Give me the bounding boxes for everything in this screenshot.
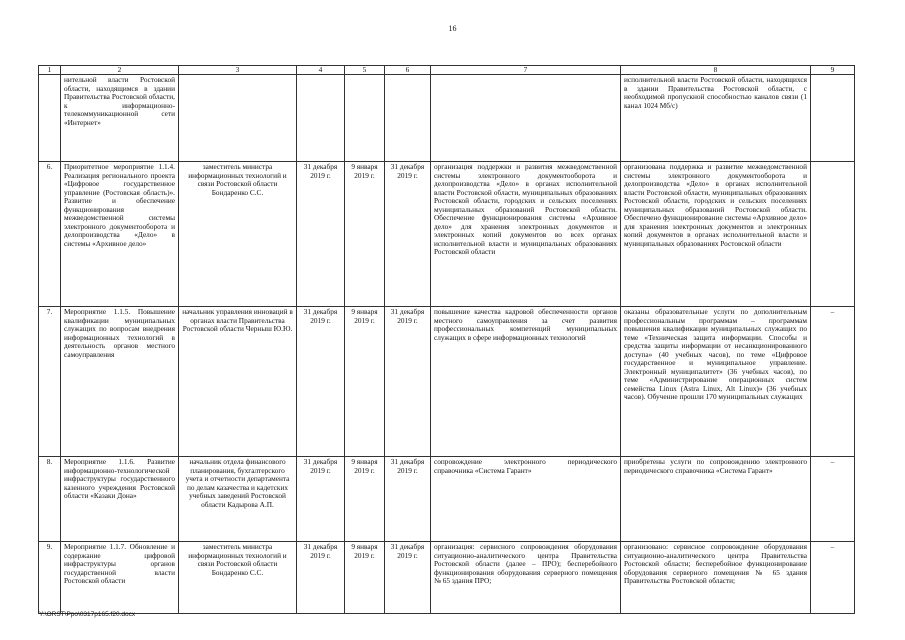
note-cell: – (811, 307, 855, 457)
note-cell (811, 75, 855, 162)
responsible-cell: начальник управления инноваций в органах власти Правительства Ростовской области Черныш Ю.Ю. (179, 307, 297, 457)
end-date-cell: 9 января 2019 г. (345, 542, 385, 614)
table-row (39, 162, 855, 307)
column-header: 2 (61, 66, 179, 75)
note-cell (811, 162, 855, 307)
expected-result-cell: организация: сервисного сопровождения оборудования ситуационно-аналитического центра Правительства Ростовской области (далее – ПРО); бесперебойного функционирования оборудования серверного помещения № 65 здания ПРО; (431, 542, 621, 614)
expected-result-cell (431, 75, 621, 162)
deadline-cell: 31 декабря 2019 г. (385, 162, 431, 307)
responsible-cell: начальник отдела финансового планирования, бухгалтерского учета и отчетности департамента по делам казачества и кадетских учебных заведений Ростовской области Кадырова А.П. (179, 457, 297, 542)
row-number (39, 75, 61, 162)
actual-result-cell: приобретены услуги по сопровождению электронного периодического справочника «Система Гарант» (621, 457, 811, 542)
note-cell: – (811, 542, 855, 614)
column-header: 4 (297, 66, 345, 75)
start-date-cell (297, 75, 345, 162)
table-row (39, 307, 855, 457)
expected-result-cell: повышение качества кадровой обеспеченности органов местного самоуправления за счет развития профессиональных компетенций муниципальных служащих в сфере информационных технологий (431, 307, 621, 457)
note-cell: – (811, 457, 855, 542)
row-number: 9. (39, 542, 61, 614)
column-number-row (39, 66, 855, 75)
deadline-cell: 31 декабря 2019 г. (385, 457, 431, 542)
column-header: 9 (811, 66, 855, 75)
actual-result-cell: организована поддержка и развитие межведомственной системы электронного документооборота и делопроизводства «Дело» в органах исполнительной власти Ростовской области, муниципальных образованиях Ростовской области, городских и сельских поселениях муниципальных образований Ростовской области. Обеспечено функционирование системы «Архивное дело» для хранения электронных документов и электронных копий документов в органах исполнительной власти и муниципальных образованиях Ростовской области (621, 162, 811, 307)
table-row (39, 542, 855, 614)
page-number: 16 (448, 24, 457, 33)
file-path-footer: Y:\ORST\Ppo\0317p165.f20.docx (39, 611, 136, 618)
row-number: 6. (39, 162, 61, 307)
expected-result-cell: организация поддержки и развития межведомственной системы электронного документооборота и делопроизводства «Дело» в органах исполнительной власти Ростовской области, муниципальных образованиях Ростовской области, городских и сельских поселениях муниципальных образований Ростовской области. Обеспечение функционирования системы «Архивное дело» для хранения электронных документов и электронных копий документов во всех органах исполнительной власти и муниципальных образованиях Ростовской области (431, 162, 621, 307)
end-date-cell (345, 75, 385, 162)
measure-cell: нительной власти Ростовской области, находящимся в здании Правительства Ростовской области, к информационно-телекоммуникационной сети «Интернет» (61, 75, 179, 162)
end-date-cell: 9 января 2019 г. (345, 457, 385, 542)
column-header: 5 (345, 66, 385, 75)
column-header: 1 (39, 66, 61, 75)
actual-result-cell: исполнительной власти Ростовской области, находящихся в здании Правительства Ростовской области, с необходимой пропускной способностью каналов связи (1 канал 1024 Мб/с) (621, 75, 811, 162)
report-table (38, 65, 855, 614)
end-date-cell: 9 января 2019 г. (345, 307, 385, 457)
end-date-cell: 9 января 2019 г. (345, 162, 385, 307)
measure-cell: Мероприятие 1.1.5. Повышение квалификации муниципальных служащих по вопросам внедрения информационных технологий в деятельность органов местного самоуправления (61, 307, 179, 457)
measure-cell: Мероприятие 1.1.6. Развитие информационно-технологической инфраструктуры государственного казенного учреждения Ростовской области «Казаки Дона» (61, 457, 179, 542)
column-header: 3 (179, 66, 297, 75)
actual-result-cell: оказаны образовательные услуги по дополнительным профессиональным программам – программам повышения квалификации муниципальных служащих по теме «Техническая защита информации. Способы и средства защиты информации от несанкционированного доступа» (40 учебных часов), по теме «Цифровое государственное и муниципальное управление. Электронный муниципалитет» (36 учебных часов), по теме «Администрирование операционных систем семейства Linux (Astra Linux, Alt Linux)» (36 учебных часов). Обучение прошли 170 муниципальных служащих (621, 307, 811, 457)
table-row (39, 75, 855, 162)
expected-result-cell: сопровождение электронного периодического справочника «Система Гарант» (431, 457, 621, 542)
start-date-cell: 31 декабря 2019 г. (297, 457, 345, 542)
deadline-cell (385, 75, 431, 162)
actual-result-cell: организовано: сервисное сопровождение оборудования ситуационно-аналитического центра Правительства Ростовской области; бесперебойное функционирование оборудования серверного помещения № 65 здания Правительства Ростовской области; (621, 542, 811, 614)
start-date-cell: 31 декабря 2019 г. (297, 307, 345, 457)
measure-cell: Приоритетное мероприятие 1.1.4. Реализация регионального проекта «Цифровое государственное управление (Ростовская область)». Развитие и обеспечение функционирования межведомственной системы электронного документооборота и делопроизводства «Дело» в системы «Архивное дело» (61, 162, 179, 307)
responsible-cell (179, 75, 297, 162)
responsible-cell: заместитель министра информационных технологий и связи Ростовской области Бондаренко С.С. (179, 542, 297, 614)
start-date-cell: 31 декабря 2019 г. (297, 542, 345, 614)
column-header: 7 (431, 66, 621, 75)
start-date-cell: 31 декабря 2019 г. (297, 162, 345, 307)
table-row (39, 457, 855, 542)
row-number: 7. (39, 307, 61, 457)
column-header: 6 (385, 66, 431, 75)
responsible-cell: заместитель министра информационных технологий и связи Ростовской области Бондаренко С.С. (179, 162, 297, 307)
deadline-cell: 31 декабря 2019 г. (385, 542, 431, 614)
column-header: 8 (621, 66, 811, 75)
deadline-cell: 31 декабря 2019 г. (385, 307, 431, 457)
measure-cell: Мероприятие 1.1.7. Обновление и содержание цифровой инфраструктуры органов государственной власти Ростовской области (61, 542, 179, 614)
row-number: 8. (39, 457, 61, 542)
